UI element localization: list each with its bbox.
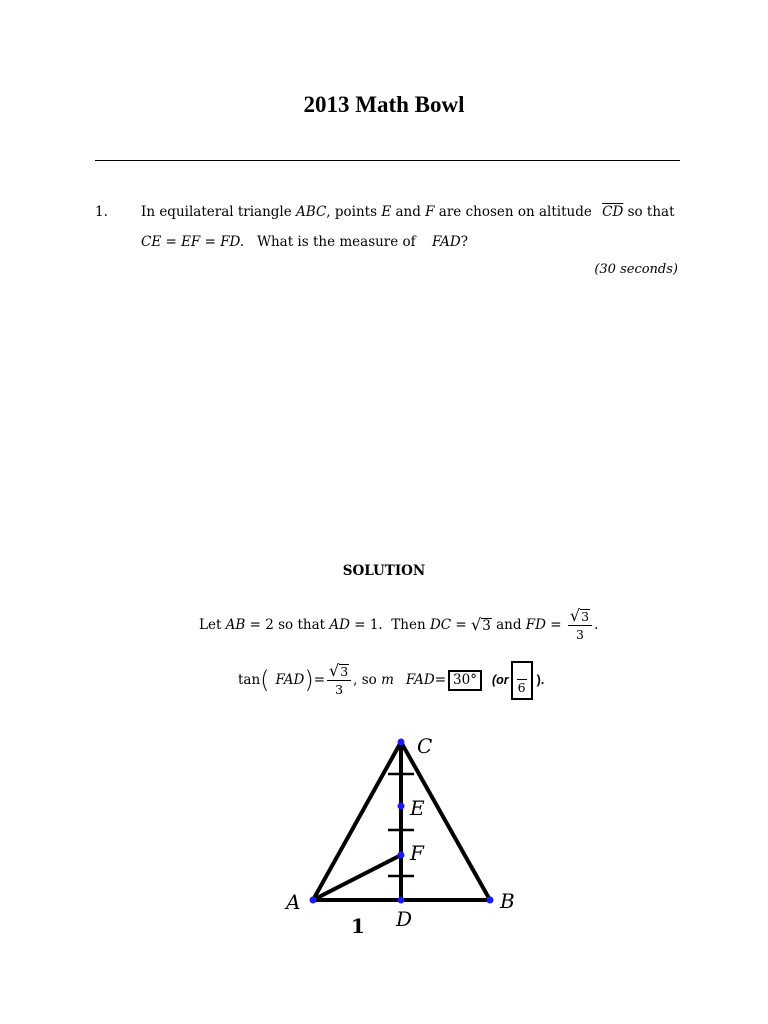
label-c: C: [417, 734, 433, 758]
point-e: [398, 803, 405, 810]
solution-text: =: [451, 617, 472, 633]
point-b: [487, 897, 494, 904]
fraction-denominator: 3: [576, 626, 584, 642]
fraction-denominator: 3: [335, 681, 344, 697]
question-text: , points: [326, 204, 382, 220]
tan-function: tan: [238, 672, 261, 688]
question-text: What is the measure of: [244, 234, 420, 250]
label-d: D: [396, 907, 413, 931]
question-text: In equilateral triangle: [141, 204, 297, 220]
point-a: [310, 897, 317, 904]
question-text: ?: [460, 234, 468, 250]
or-text: (or: [491, 673, 509, 687]
sqrt-radicand: 3: [482, 618, 491, 634]
question-text: are chosen on altitude: [434, 204, 597, 220]
measure-m: m: [381, 672, 394, 688]
solution-heading: SOLUTION: [342, 563, 426, 579]
alt-answer-denominator: 6: [517, 679, 526, 695]
solution-text: =: [546, 617, 566, 633]
angle-fad: FAD: [431, 234, 461, 250]
label-e: E: [410, 796, 425, 820]
solution-text: = 1. Then: [349, 617, 430, 633]
solution-text: .: [594, 617, 599, 633]
question-number: 1.: [95, 204, 108, 220]
point-c: [398, 739, 405, 746]
fraction-root3-over-3: √ 3 3: [568, 608, 592, 643]
solution-text: and: [491, 617, 526, 633]
fraction-numerator: 3: [340, 663, 349, 679]
segment-cd: $\overline{CD}$: [602, 204, 624, 220]
triangle-abc: ABC: [296, 204, 327, 220]
label-b: B: [500, 889, 515, 913]
point-d: [398, 897, 405, 904]
right-paren: ): [304, 666, 314, 694]
point-e: E: [381, 204, 392, 220]
sqrt-three: √ 3: [471, 615, 491, 634]
solution-text: , so: [353, 672, 382, 688]
time-limit: (30 seconds): [594, 262, 678, 277]
angle-fad: FAD: [405, 672, 435, 688]
segment-ab: AB: [225, 617, 246, 633]
solution-text: Let: [199, 617, 226, 633]
segment-dc: DC: [429, 617, 452, 633]
label-f: F: [410, 841, 424, 865]
equals-sign: =: [313, 672, 326, 688]
fraction-numerator: 3: [581, 608, 590, 624]
solution-text: = 2 so that: [245, 617, 330, 633]
question-text: so that: [623, 204, 675, 220]
equals-sign: =: [434, 672, 447, 688]
page-title: 2013 Math Bowl: [303, 92, 465, 117]
answer-box: 30°: [448, 670, 482, 691]
equal-segments: CE = EF = FD.: [141, 234, 245, 250]
label-a: A: [286, 890, 301, 914]
closing-text: ).: [536, 673, 545, 687]
fraction-root3-over-3: √ 3 3: [327, 663, 351, 698]
segment-fd: FD: [525, 617, 546, 633]
label-one: 1: [351, 914, 365, 938]
question-text: and: [391, 204, 426, 220]
point-f: F: [425, 204, 435, 220]
point-f: [398, 852, 405, 859]
segment-ad: AD: [329, 617, 350, 633]
angle-fad: FAD: [275, 672, 305, 688]
left-paren: (: [260, 666, 270, 694]
